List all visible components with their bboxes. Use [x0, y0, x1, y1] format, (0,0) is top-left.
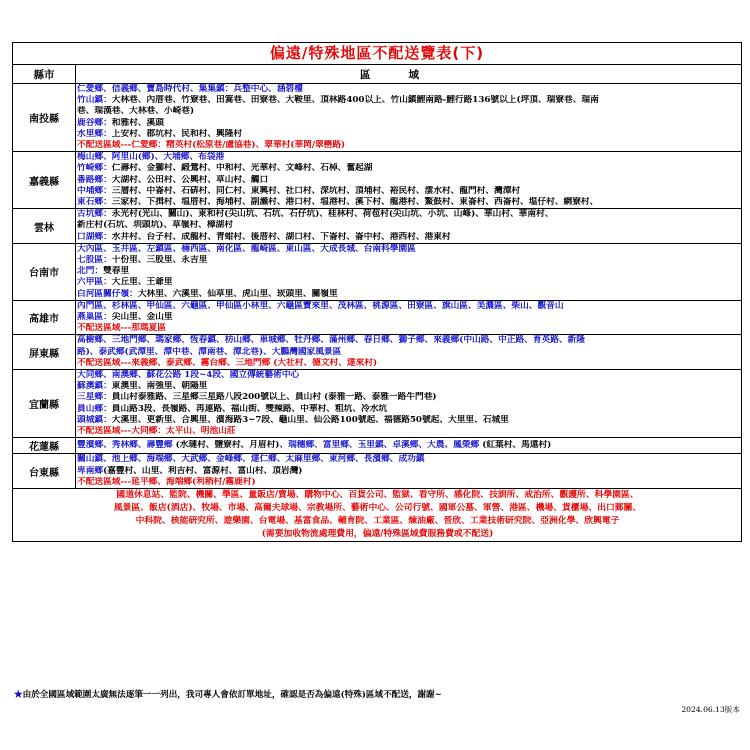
area-line	[76, 129, 741, 140]
area-detail-text: 三層村、中崙村、石硦村、同仁村、東興村、社口村、深坑村、頂埔村、裕民村、澐水村、龍門村、灣潭村	[111, 185, 521, 196]
area-name-text: 中埔鄉：	[77, 185, 112, 196]
area-name-text: 古坑鄉：	[77, 209, 112, 220]
area-detail-text: 三家村、下揖村、塭厝村、海埔村、副瀨村、港口村、塭港村、溪下村、龍港村、鰲鼓村、東崙村、西崙村、塭仔村、網寮村、	[111, 197, 599, 208]
table-row	[13, 209, 742, 244]
no-delivery-text: 不配送區域---大同鄉：太平山、明池山莊	[77, 426, 236, 437]
area-name-text: 豐濱鄉、秀林鄉、壽豐鄉	[77, 440, 173, 451]
no-delivery-text: 不配送區域---那瑪夏區	[77, 323, 167, 334]
no-delivery-text: 不配送區域---來義鄉、泰武鄉、霧台鄉、三地門鄉 (大社村、德文村、達來村)	[77, 357, 378, 368]
header-county: 縣市	[13, 65, 76, 84]
area-detail-text: 大林巷、內厝巷、竹寮巷、田篙巷、田寮巷、大鞍里、頂林路400以上、竹山鎮鯉南路-鯉行路136號以上(坪頂、瑞寮巷、瑞南	[111, 95, 599, 106]
notice-line: 國道休息站、監院、機關、學區、量販店/賣場、購物中心、百貨公司、監獄、看守所、感化院、技訓所、戒治所、觀護所、科學園區、	[116, 489, 639, 500]
no-delivery-text: 不配送區域---仁愛鄉：精英村(松原巷/盧協巷)、翠華村(華岡/翠巒路)	[77, 140, 346, 151]
area-detail-text: 大林里、六溪里、仙草里、虎山里、崁頭里、關嶺里	[137, 288, 338, 299]
area-line	[76, 140, 741, 151]
county-cell: 台東縣	[13, 454, 76, 489]
county-cell: 宜蘭縣	[13, 370, 76, 438]
area-cell	[76, 438, 742, 454]
area-detail-text: 新庄村(石坑、圳頭坑)、草嶺村、樟湖村	[77, 220, 233, 231]
area-detail-text: 仁壽村、金獅村、緞鶯村、中和村、光華村、文峰村、石棹、奮起湖	[111, 163, 373, 174]
county-cell: 嘉義縣	[13, 152, 76, 209]
area-detail-text: 和雅村、溪頭	[111, 117, 164, 128]
area-detail-text: 水井村、台子村、成龍村、青蚶村、後厝村、湖口村、下崙村、崙中村、港西村、港東村	[111, 231, 451, 242]
area-detail-text: 東澳里、南強里、朝陽里	[111, 381, 208, 392]
area-cell	[76, 152, 742, 209]
area-cell	[76, 209, 742, 244]
area-line	[76, 404, 741, 415]
area-name-text: 三星鄉：	[77, 392, 112, 403]
area-line	[76, 244, 741, 255]
area-detail-text: 雙春里	[103, 266, 130, 277]
area-name-text: 大內區、玉井區、左鎮區、楠西區、南化區、龍崎區、東山區、大成長城、台南科學園區	[77, 243, 416, 254]
area-name-text: 口湖鄉：	[77, 231, 112, 242]
notice-line: (需要加收物流處理費用，偏遠/特殊區域費服務費或不配送)	[261, 528, 494, 539]
area-line	[76, 255, 741, 266]
area-line	[76, 312, 741, 323]
area-cell	[76, 243, 742, 300]
county-cell: 高雄市	[13, 300, 76, 335]
area-detail-text: 永光村(光山、關山)、東和村(尖山坑、石坑、石仔坑)、桂林村、荷苞村(尖山坑、小坑、山峰)、華山村、華南村、	[111, 209, 554, 220]
version-date: 2024.06.13版本	[681, 705, 740, 714]
area-detail-text: 大湖村、公田村、公興村、草山村、觸口	[111, 174, 269, 185]
notice-row	[13, 488, 742, 541]
county-cell: 南投縣	[13, 84, 76, 152]
area-line	[76, 106, 741, 117]
area-name-text: 北門：	[77, 266, 104, 277]
area-name-text: 內門區、杉林區、甲仙區、六龜區、甲仙區小林里、六龜區寶來里、茂林區、桃源區、田寮區、旗山區、美濃區、柴山、觀音山	[77, 300, 564, 311]
area-line	[76, 477, 741, 488]
no-delivery-text: 不配送區域---延平鄉、海端鄉(利稻村/霧鹿村)	[77, 476, 256, 487]
area-cell	[76, 335, 742, 370]
area-detail-text: (水璉村、鹽寮村、月眉村)	[172, 440, 280, 451]
area-name-text: 白河區關仔嶺：	[77, 288, 138, 299]
area-line	[76, 392, 741, 403]
area-name-text: 關山鎮、池上鄉、海端鄉、大武鄉、金峰鄉、達仁鄉、太麻里鄉、東河鄉、長濱鄉、成功鎮	[77, 454, 425, 465]
area-cell	[76, 370, 742, 438]
area-line	[76, 118, 741, 129]
area-name-text: 頭城鎮：	[77, 414, 112, 425]
area-line	[76, 175, 741, 186]
table-header	[13, 65, 742, 84]
area-detail-text: 員山路3段、長嶺路、再連路、福山街、雙辣路、中華村、粗坑、冷水坑	[111, 403, 388, 414]
area-name-text: 員山鄉：	[77, 403, 112, 414]
area-line	[76, 381, 741, 392]
notice-line: 風景區、飯店(酒店)、牧場、市場、高爾夫球場、宗教場所、藝術中心、公司行號、國軍公墓、軍營、港區、機場、貨櫃場、出口郵關、	[113, 502, 642, 513]
area-detail-text: 大溪里、更新里、合興里、濱海路3~7段、龜山里、仙公路100號起、福德路50號起、大里里、石城里	[111, 414, 509, 425]
area-line	[76, 370, 741, 381]
area-line	[76, 301, 741, 312]
county-cell: 台南市	[13, 243, 76, 300]
footer-note	[14, 688, 442, 700]
table-row	[13, 84, 742, 152]
title-cell	[13, 43, 742, 65]
footer-text: 由於全國區域範圍太廣無法逐筆一一列出，我司專人會依訂單地址，確認是否為偏遠(特殊)區域不配送，謝謝~	[22, 690, 442, 700]
area-name-text: 高樹鄉、三地門鄉、瑪家鄉、恆春鎮、枋山鄉、車城鄉、牡丹鄉、滿州鄉、春日鄉、獅子鄉、來義鄉(中山路、中正路、育英路、新隆	[77, 335, 585, 346]
page-title: 偏遠/特殊地區不配送覽表(下)	[269, 44, 485, 62]
area-name-text: 路)、泰武鄉(武潭里、潭中巷、潭南巷、潭北巷)、大鵬灣國家風景區	[77, 346, 342, 357]
area-line	[76, 197, 741, 208]
area-name-text: 番路鄉：	[77, 174, 112, 185]
area-line	[76, 415, 741, 426]
county-cell: 花蓮縣	[13, 438, 76, 454]
area-cell	[76, 300, 742, 335]
area-line	[76, 163, 741, 174]
area-line	[76, 84, 741, 95]
area-line	[76, 289, 741, 300]
table-row	[13, 335, 742, 370]
area-detail-text: (紅葉村、馬遠村)	[479, 440, 552, 451]
area-name-text: 蘇澳鎮：	[77, 381, 112, 392]
area-line	[76, 186, 741, 197]
area-line	[76, 454, 741, 465]
area-name-text: 七股區：	[77, 255, 112, 266]
area-line	[76, 358, 741, 369]
area-detail-text: 大丘里、王爺里	[111, 277, 173, 288]
area-line	[76, 152, 741, 163]
delivery-table	[12, 42, 742, 542]
area-cell	[76, 84, 742, 152]
header-area: 區域	[76, 65, 742, 84]
area-cell	[76, 454, 742, 489]
table-row	[13, 152, 742, 209]
delivery-table-sheet	[12, 42, 741, 542]
area-name-text: 東石鄉：	[77, 197, 112, 208]
area-line	[76, 440, 741, 451]
area-name-text: 燕巢區：	[77, 312, 112, 323]
area-line	[76, 209, 741, 220]
area-detail-text: (嘉豐村、山里、利吉村、富源村、富山村、頂岩灣)	[103, 465, 303, 476]
area-name-text: 大同鄉、南澳鄉、蘇花公路 1段~4段、國立傳統藝術中心	[77, 370, 300, 381]
notice-cell	[13, 488, 742, 541]
area-line	[76, 323, 741, 334]
notice-line: 中科院、核能研究所、遊樂園、台電場、基富食品、輔育院、工業區、煉油廠、晉欣、工業技術研究院、亞洲化學、欣興電子	[135, 515, 620, 526]
area-name-text: 水里鄉：	[77, 128, 112, 139]
area-detail-text: 上安村、郡坑村、民和村、興隆村	[111, 128, 243, 139]
area-detail-text: 十份里、三股里、永吉里	[111, 255, 208, 266]
county-cell: 屏東縣	[13, 335, 76, 370]
table-row	[13, 454, 742, 489]
area-detail-text: 尖山里、金山里	[111, 312, 173, 323]
area-line	[76, 335, 741, 346]
area-name-text: 竹崎鄉：	[77, 163, 112, 174]
area-line	[76, 426, 741, 437]
area-line	[76, 466, 741, 477]
star-icon: ★	[14, 690, 23, 700]
county-cell: 雲林	[13, 209, 76, 244]
area-line	[76, 232, 741, 243]
area-line	[76, 220, 741, 231]
area-line	[76, 266, 741, 277]
area-detail-text: 員山村泰雅路、三星鄉三星路八段200號以上、員山村 (泰雅一路、泰雅一路牛門巷)	[111, 392, 437, 403]
area-name-text: 六甲區：	[77, 277, 112, 288]
area-detail-text: 巷、瑞漢巷、大林巷、小崎巷)	[77, 106, 195, 117]
table-row	[13, 243, 742, 300]
area-line	[76, 95, 741, 106]
area-line	[76, 277, 741, 288]
area-name-text: 、瑞穗鄉、富里鄉、玉里鎮、卓溪鄉、大農、鳳榮鄉	[279, 440, 480, 451]
area-name-text: 梅山鄉、阿里山(鄉)、大埔鄉、布袋港	[77, 152, 225, 163]
table-row	[13, 438, 742, 454]
table-row	[13, 370, 742, 438]
area-line	[76, 347, 741, 358]
area-name-text: 仁愛鄉、信義鄉、寶島時代村、集集鎮：兵整中心、涵碧樓	[77, 84, 303, 94]
area-name-text: 卑南鄉	[77, 465, 104, 476]
area-name-text: 鹿谷鄉：	[77, 117, 112, 128]
table-row	[13, 300, 742, 335]
area-name-text: 竹山鎮：	[77, 95, 112, 106]
